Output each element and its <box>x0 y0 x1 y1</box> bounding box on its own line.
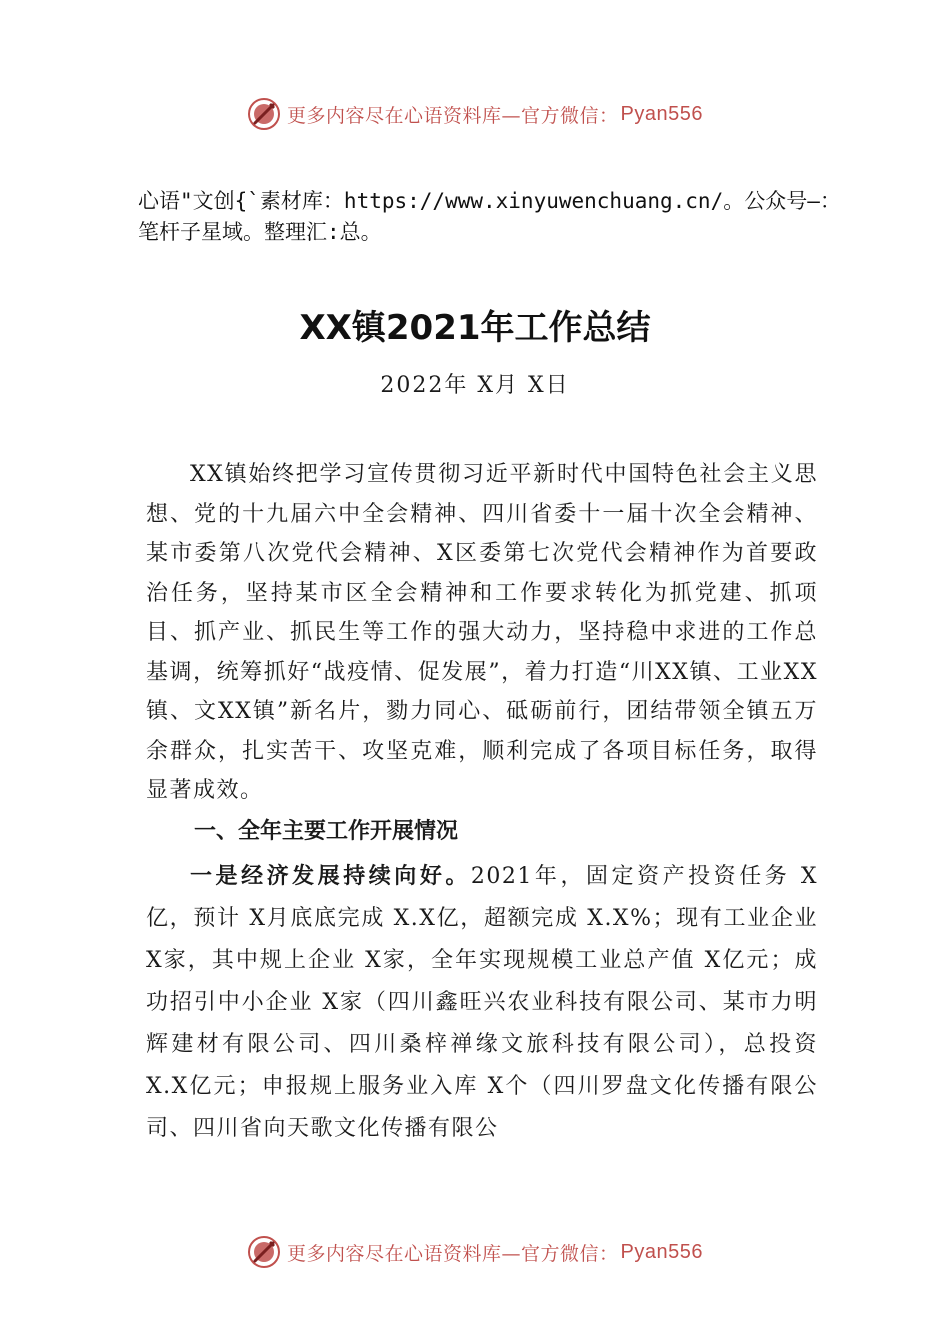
header-watermark <box>0 94 950 134</box>
footer-watermark <box>0 1232 950 1272</box>
watermark-text: 更多内容尽在心语资料库—官方微信： <box>287 1242 619 1265</box>
section-lead: 一是经济发展持续向好。 <box>190 863 471 889</box>
document-title: XX镇2021年工作总结 <box>299 308 651 348</box>
section-heading: 一、全年主要工作开展情况 <box>194 819 459 844</box>
intro-paragraph: XX镇始终把学习宣传贯彻习近平新时代中国特色社会主义思想、党的十九届六中全会精神、四川省委十一届十次全会精神、某市委第八次党代会精神、X区委第七次党代会精神作为首要政治任务，坚持某市区全会精神和工作要求转化为抓党建、抓项目、抓产业、抓民生等工作的强大动力，坚持稳中求进的工作总基调，统筹抓好“战疫情、促发展”，着力打造“川XX镇、工业XX镇、文XX镇”新名片，勠力同心、砥砺前行，团结带领全镇五万余群众，扎实苦干、攻坚克难，顺利完成了各项目标任务，取得显著成效。 <box>146 462 818 803</box>
document-date: 2022年 X月 X日 <box>380 373 570 398</box>
watermark-wechat-id: Pyan556 <box>620 1240 703 1263</box>
source-line: 心语"文创{`素材库：https://www.xinyuwenchuang.cn/。公众号—：笔杆子星域。整理汇:总。 <box>138 189 841 244</box>
pen-seal-icon <box>247 97 281 131</box>
section-body: 2021年，固定资产投资任务 X亿，预计 X月底底完成 X.X亿，超额完成 X.X%；现有工业企业 X家，其中规上企业 X家，全年实现规模工业总产值 X亿元；成功招引中小企业 X家（四川鑫旺兴农业科技有限公司、某市力明辉建材有限公司、四川桑梓禅缘文旅科技有限公司），总投资 X.X亿元；申报规上服务业入库 X个（四川罗盘文化传播有限公司、四川省向天歌文化传播有限公 <box>146 864 818 1141</box>
pen-seal-icon <box>247 1235 281 1269</box>
watermark-text: 更多内容尽在心语资料库—官方微信： <box>287 104 619 127</box>
watermark-wechat-id: Pyan556 <box>620 102 703 125</box>
section-paragraph <box>146 855 818 1150</box>
